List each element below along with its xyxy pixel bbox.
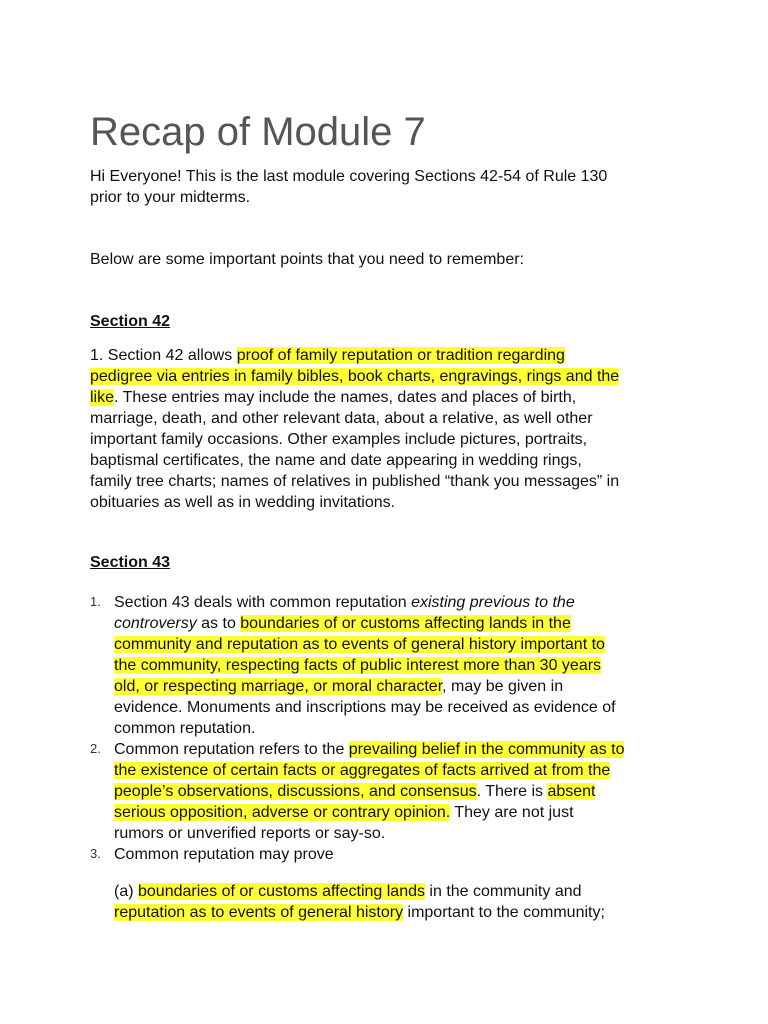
highlight: boundaries of or customs affecting lands [138, 883, 425, 900]
list-line: old, or respecting marriage, or moral character, may be given in [114, 678, 564, 695]
list-number: 3. [90, 846, 101, 861]
section-43-heading: Section 43 [90, 554, 171, 571]
s42-line: like. These entries may include the names, dates and places of birth, [90, 389, 577, 406]
highlight: reputation as to events of general history [114, 904, 404, 921]
list-item [90, 739, 690, 844]
highlight: absent [547, 783, 596, 800]
highlight: community and reputation as to events of general history important to [114, 636, 605, 653]
s42-line: marriage, death, and other relevant data, about a relative, as well other [90, 410, 593, 427]
intro-line-1: Hi Everyone! This is the last module covering Sections 42-54 of Rule 130 [90, 168, 608, 185]
list-line [114, 760, 690, 781]
list-number: 1. [90, 594, 101, 609]
list-line: Common reputation may prove [114, 846, 334, 863]
highlight: boundaries of or customs affecting lands in the [240, 615, 571, 632]
list-item [90, 592, 690, 739]
highlight: proof of family reputation or tradition regarding [236, 347, 565, 364]
highlight: pedigree via entries in family bibles, book charts, engravings, rings and the [90, 368, 620, 385]
s42-line: 1. Section 42 allows proof of family reputation or tradition regarding [90, 347, 565, 364]
s42-line: obituaries as well as in wedding invitations. [90, 494, 396, 511]
list-line: Common reputation refers to the prevailing belief in the community as to [114, 741, 625, 758]
list-line: rumors or unverified reports or say-so. [114, 825, 386, 842]
s42-line: baptismal certificates, the name and date appearing in wedding rings, [90, 452, 582, 469]
highlight: serious opposition, adverse or contrary opinion. [114, 804, 451, 821]
list-item [90, 844, 690, 865]
list-number: 2. [90, 741, 101, 756]
list-line [114, 655, 690, 676]
sub-item-a: reputation as to events of general history important to the community; [114, 904, 605, 921]
list-line: controversy as to boundaries of or customs affecting lands in the [114, 615, 571, 632]
list-line [114, 634, 690, 655]
intro-line-2: prior to your midterms. [90, 189, 251, 206]
below-intro: Below are some important points that you need to remember: [90, 251, 524, 268]
sub-item-a: (a) boundaries of or customs affecting lands in the community and [114, 883, 582, 900]
s42-line: important family occasions. Other examples include pictures, portraits, [90, 431, 588, 448]
s42-line [90, 366, 619, 387]
section-42-heading: Section 42 [90, 313, 171, 330]
list-line: common reputation. [114, 720, 256, 737]
list-line: Section 43 deals with common reputation existing previous to the [114, 594, 575, 611]
page-title: Recap of Module 7 [90, 110, 426, 154]
s42-line: family tree charts; names of relatives in published “thank you messages” in [90, 473, 620, 490]
highlight: old, or respecting marriage, or moral character [114, 678, 443, 695]
highlight: prevailing belief in the community as to [348, 741, 625, 758]
highlight: the existence of certain facts or aggregates of facts arrived at from the [114, 762, 611, 779]
list-line: serious opposition, adverse or contrary opinion. They are not just [114, 804, 574, 821]
highlight: the community, respecting facts of public interest more than 30 years [114, 657, 602, 674]
list-line: evidence. Monuments and inscriptions may be received as evidence of [114, 699, 616, 716]
highlight: people’s observations, discussions, and consensus [114, 783, 477, 800]
list-line: people’s observations, discussions, and consensus. There is absent [114, 783, 596, 800]
highlight: like [90, 389, 115, 406]
